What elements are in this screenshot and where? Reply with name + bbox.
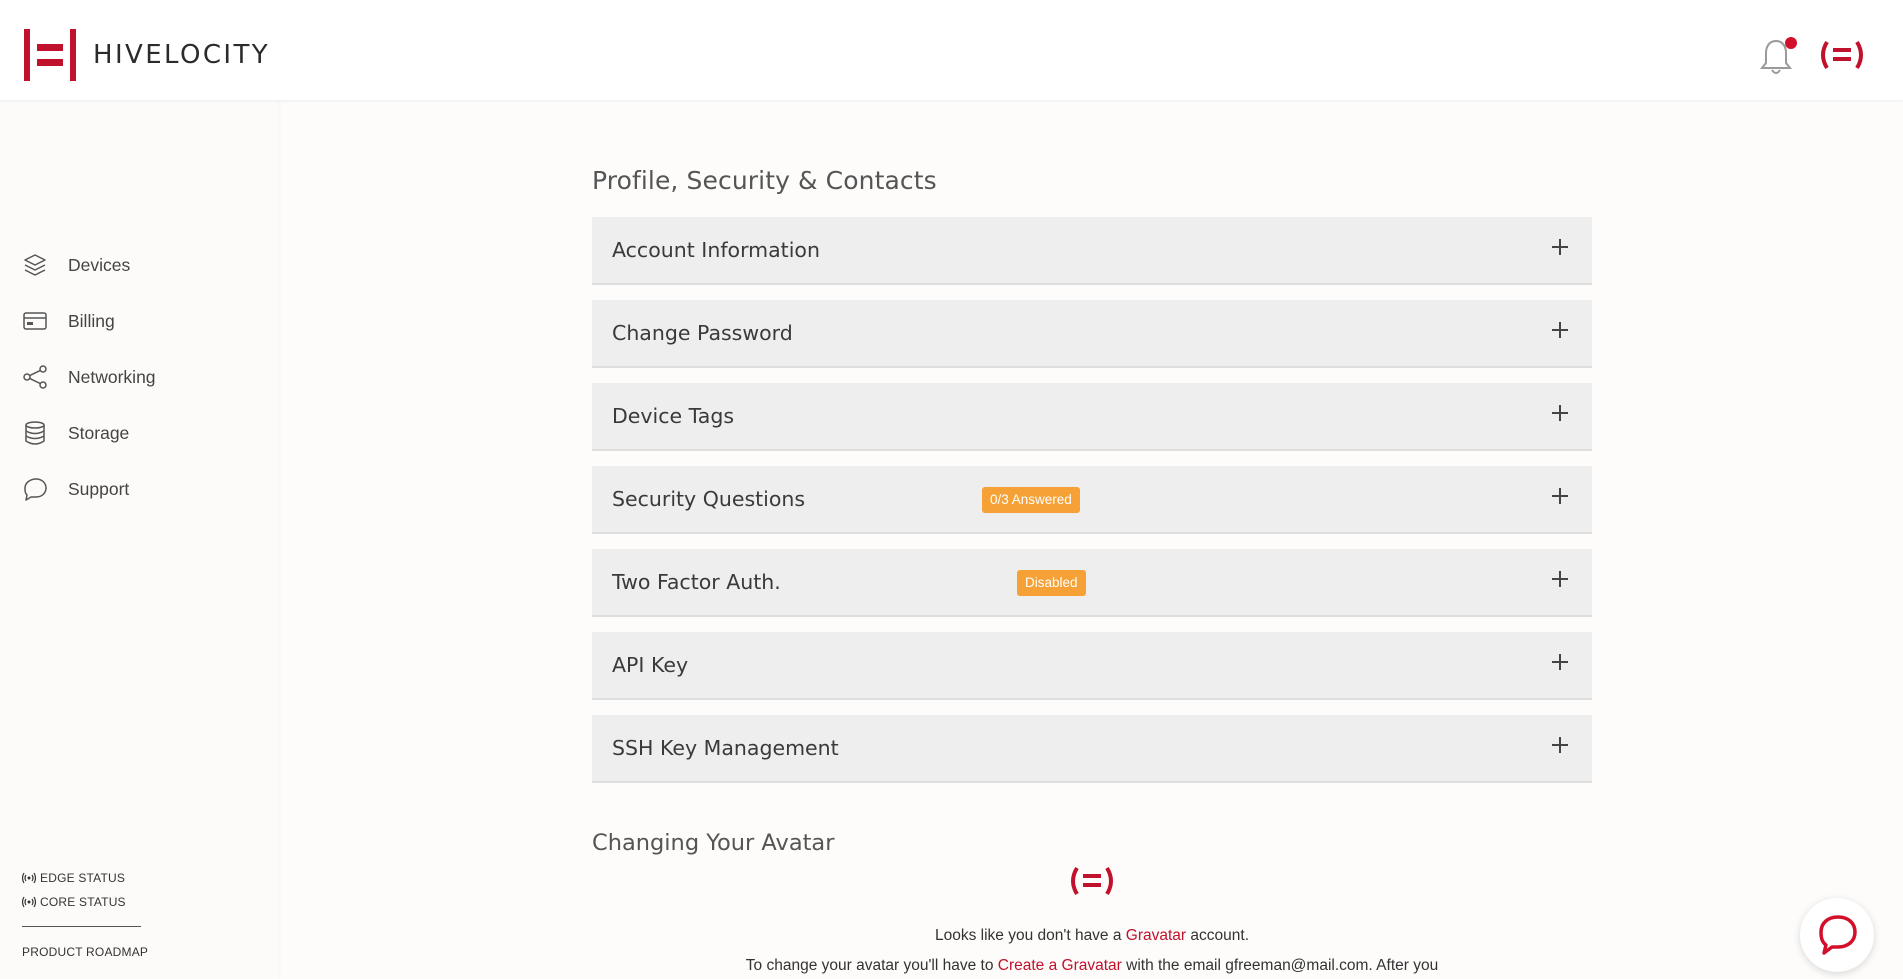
hivelocity-avatar-icon bbox=[1070, 866, 1114, 896]
hivelocity-avatar-icon[interactable] bbox=[1820, 40, 1864, 70]
page-title: Profile, Security & Contacts bbox=[592, 166, 937, 195]
status-badge: Disabled bbox=[1017, 570, 1086, 596]
panel-account-information[interactable] bbox=[592, 217, 1592, 285]
panel-change-password[interactable] bbox=[592, 300, 1592, 368]
notification-dot bbox=[1785, 37, 1797, 49]
plus-icon[interactable] bbox=[1552, 405, 1568, 421]
sidebar-item-label: Storage bbox=[68, 422, 130, 443]
chat-icon bbox=[1818, 914, 1858, 956]
panel-api-key[interactable] bbox=[592, 632, 1592, 700]
panel-title: Two Factor Auth. bbox=[612, 570, 781, 594]
top-bar bbox=[0, 0, 1903, 100]
notice-text: account. bbox=[1186, 927, 1250, 944]
gravatar-instructions bbox=[592, 957, 1592, 975]
sidebar-item-label: Support bbox=[68, 478, 130, 499]
edge-status-label: EDGE STATUS bbox=[40, 871, 126, 885]
panel-title: Security Questions bbox=[612, 487, 806, 511]
core-status[interactable] bbox=[22, 895, 126, 909]
broadcast-icon bbox=[22, 872, 36, 884]
gravatar-notice bbox=[592, 927, 1592, 945]
database-icon bbox=[22, 420, 48, 446]
panel-two-factor-auth[interactable] bbox=[592, 549, 1592, 617]
chat-widget-button[interactable] bbox=[1800, 898, 1874, 972]
plus-icon[interactable] bbox=[1552, 571, 1568, 587]
sidebar-item-support[interactable] bbox=[22, 475, 129, 503]
plus-icon[interactable] bbox=[1552, 322, 1568, 338]
sidebar-divider bbox=[22, 926, 141, 927]
sidebar-item-billing[interactable] bbox=[22, 307, 115, 335]
sidebar-item-devices[interactable] bbox=[22, 251, 130, 279]
panel-title: Change Password bbox=[612, 321, 793, 345]
plus-icon[interactable] bbox=[1552, 654, 1568, 670]
plus-icon[interactable] bbox=[1552, 239, 1568, 255]
plus-icon[interactable] bbox=[1552, 488, 1568, 504]
sidebar-item-storage[interactable] bbox=[22, 419, 129, 447]
sidebar-item-label: Billing bbox=[68, 310, 115, 331]
credit-card-icon bbox=[22, 308, 48, 334]
brand-name: HIVELOCITY bbox=[93, 40, 271, 70]
sidebar-item-networking[interactable] bbox=[22, 363, 156, 391]
status-badge: 0/3 Answered bbox=[982, 487, 1080, 513]
avatar-section-heading: Changing Your Avatar bbox=[592, 830, 835, 856]
panel-device-tags[interactable] bbox=[592, 383, 1592, 451]
create-gravatar-link[interactable]: Create a Gravatar bbox=[997, 957, 1122, 974]
instructions-text: with the email gfreeman@mail.com. After you bbox=[1121, 957, 1439, 974]
plus-icon[interactable] bbox=[1552, 737, 1568, 753]
edge-status[interactable] bbox=[22, 871, 125, 885]
panel-title: API Key bbox=[612, 653, 689, 677]
panel-title: Account Information bbox=[612, 238, 820, 262]
panel-title: SSH Key Management bbox=[612, 736, 839, 760]
panel-security-questions[interactable] bbox=[592, 466, 1592, 534]
hivelocity-logo-icon bbox=[24, 29, 76, 81]
share-icon bbox=[22, 364, 48, 390]
panel-ssh-key-management[interactable] bbox=[592, 715, 1592, 783]
logo[interactable] bbox=[24, 29, 270, 81]
chat-bubble-icon bbox=[22, 476, 48, 502]
sidebar bbox=[0, 100, 278, 979]
product-roadmap-link[interactable]: PRODUCT ROADMAP bbox=[22, 945, 149, 959]
sidebar-item-label: Networking bbox=[68, 366, 156, 387]
broadcast-icon bbox=[22, 896, 36, 908]
gravatar-link[interactable]: Gravatar bbox=[1125, 927, 1187, 944]
core-status-label: CORE STATUS bbox=[40, 895, 126, 909]
sidebar-item-label: Devices bbox=[68, 254, 131, 275]
layers-icon bbox=[22, 252, 48, 278]
instructions-text: To change your avatar you'll have to bbox=[745, 957, 998, 974]
notice-text: Looks like you don't have a bbox=[934, 927, 1126, 944]
panel-title: Device Tags bbox=[612, 404, 735, 428]
